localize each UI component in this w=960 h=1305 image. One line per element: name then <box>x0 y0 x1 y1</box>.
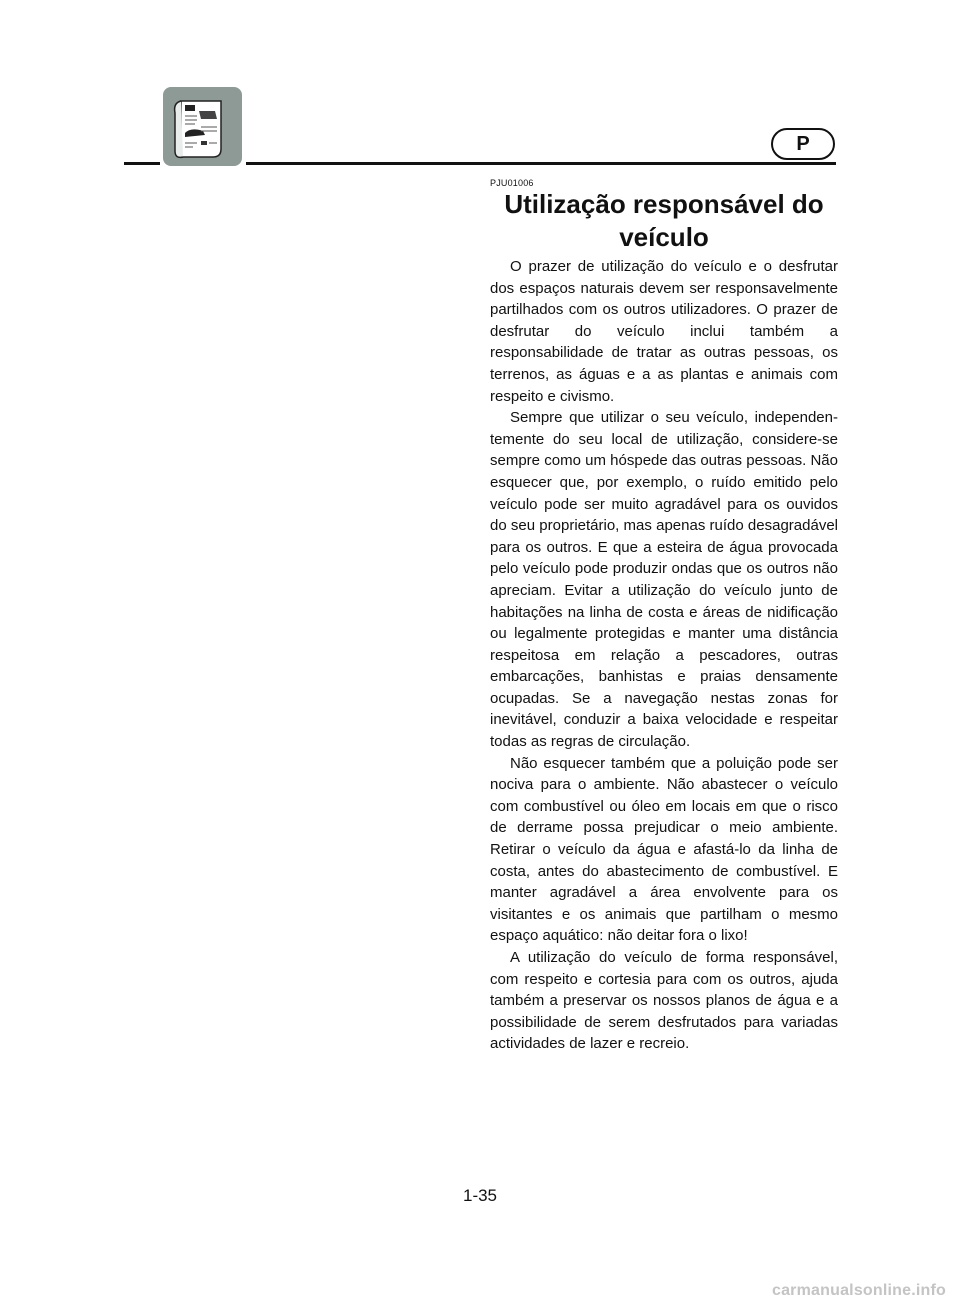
paragraph: O prazer de utilização do veículo e o desfrutar dos espaços naturais devem ser responsavelmente partilhados com os outros utilizadores. O prazer de desfrutar do veículo inclui também a responsabilidade de tratar as outras pessoas, os terrenos, as águas e a as plantas e animais com respeito e civismo. <box>490 258 838 405</box>
language-badge: P <box>771 128 835 160</box>
section-reference-code: PJU01006 <box>490 178 534 188</box>
paragraph: A utilização do veículo de forma responsável, com respeito e cortesia para com os outros, ajuda também a preservar os nossos planos de água e a possibilidade de serem desfrutados para variadas actividades de lazer e recreio. <box>490 949 838 1053</box>
header-rule-right <box>246 162 836 165</box>
manual-booklet-icon <box>163 87 242 166</box>
watermark: carmanualsonline.info <box>771 1282 946 1299</box>
header-rule-left <box>124 162 160 165</box>
paragraph: Sempre que utilizar o seu veículo, independentemente do seu local de utilização, considere-se sempre como um hóspede das outras pessoas. Não esquecer que, por exemplo, o ruído emitido pelo veículo pode ser muito agradável para os ouvidos do seu proprietário, mas apenas ruído desagradável para os outros. E que a esteira de água provocada pelo veículo pode produzir ondas que os outros não apreciam. Evitar a utilização do veículo junto de habitações na linha de costa e áreas de nidificação ou legalmente protegidas e manter uma distância respeitosa em relação a pescadores, outras embarcações, banhistas e praias densamente ocupadas. Se a navegação nestas zonas for inevitável, conduzir a baixa velocidade e respeitar todas as regras de circulação. <box>490 409 838 751</box>
section-title: Utilização responsável do veículo <box>504 189 824 252</box>
paragraph: Não esquecer também que a poluição pode ser nociva para o ambiente. Não abastecer o veículo com combustível ou óleo em locais em que o risco de derrame possa prejudicar o meio ambiente. Retirar o veículo da água e afastá-lo da linha de costa, antes do abastecimento de combustível. E manter agradável a área envolvente para os visitantes e os animais que partilham o mesmo espaço aquático: não deitar fora o lixo! <box>490 754 838 945</box>
body-text <box>490 256 838 1055</box>
page-number: 1-35 <box>462 1186 498 1205</box>
